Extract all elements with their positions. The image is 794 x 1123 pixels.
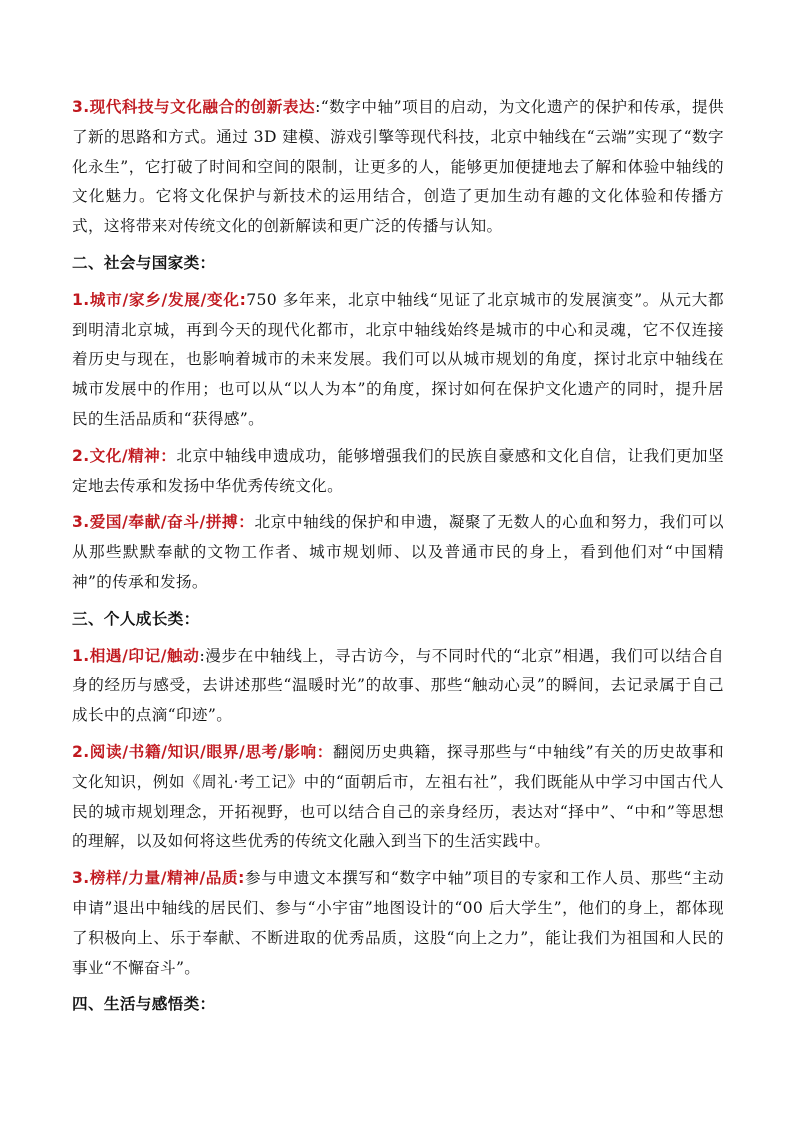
point-label: 1.城市/家乡/发展/变化:	[72, 290, 247, 309]
point-label: 3.爱国/奉献/奋斗/拼搏：	[72, 513, 255, 532]
paragraph-city	[72, 286, 724, 435]
point-body: 漫步在中轴线上，寻古访今，与不同时代的“北京”相遇，我们可以结合自身的经历与感受，去讲述那些“温暖时光”的故事、那些“触动心灵”的瞬间，去记录属于自己成长中的点滴“印迹”。	[72, 646, 725, 725]
section-heading-personal-growth: 三、个人成长类：	[72, 609, 200, 628]
paragraph-culture-spirit	[72, 442, 724, 502]
section-heading-society: 二、社会与国家类：	[72, 253, 216, 272]
point-body: 北京中轴线的保护和申遗，凝聚了无数人的心血和努力，我们可以从那些默默奉献的文物工作者、城市规划师、以及普通市民的身上，看到他们对“中国精神”的传承和发扬。	[72, 513, 725, 591]
point-label: 3.榜样/力量/精神/品质:	[72, 869, 245, 888]
paragraph-reading	[72, 738, 724, 857]
paragraph-patriotism	[72, 508, 724, 597]
point-body: 参与申遗文本撰写和“数字中轴”项目的专家和工作人员、那些“主动申请”退出中轴线的居民们、参与“小宇宙”地图设计的“00 后大学生”，他们的身上，都体现了积极向上、乐于奉献、不断进取的优秀品质，这股“向上之力”，能让我们为祖国和人民的事业“不懈奋斗”。	[72, 869, 724, 977]
point-separator: :	[315, 98, 321, 116]
paragraph-tech-culture	[72, 93, 724, 242]
point-body: 翻阅历史典籍，探寻那些与“中轴线”有关的历史故事和文化知识，例如《周礼·考工记》中的“面朝后市，左祖右社”，我们既能从中学习中国古代人民的城市规划理念，开拓视野，也可以结合自己的亲身经历，表达对“择中”、“中和”等思想的理解，以及如何将这些优秀的传统文化融入到当下的生活实践中。	[72, 742, 724, 851]
point-body: 750 多年来，北京中轴线“见证了北京城市的发展演变”。从元大都到明清北京城，再到今天的现代化都市，北京中轴线始终是城市的中心和灵魂，它不仅连接着历史与现在，也影响着城市的未来发展。我们可以从城市规划的角度，探讨北京中轴线在城市发展中的作用；也可以从“以人为本”的角度，探讨如何在保护文化遗产的同时，提升居民的生活品质和“获得感”。	[72, 290, 724, 428]
point-body: 北京中轴线申遗成功，能够增强我们的民族自豪感和文化自信，让我们更加坚定地去传承和发扬中华优秀传统文化。	[72, 446, 724, 495]
document-page	[72, 93, 724, 1027]
point-label: 3.现代科技与文化融合的创新表达	[72, 98, 316, 116]
section-heading-life: 四、生活与感悟类：	[72, 995, 216, 1014]
point-label: 2.阅读/书籍/知识/眼界/思考/影响：	[72, 742, 334, 761]
paragraph-encounter	[72, 642, 724, 731]
point-separator: :	[199, 646, 206, 665]
point-label: 1.相遇/印记/触动	[72, 646, 200, 665]
point-body: “数字中轴”项目的启动，为文化遗产的保护和传承，提供了新的思路和方式。通过 3D 建模、游戏引擎等现代科技，北京中轴线在“云端”实现了“数字化永生”，它打破了时间和空间的限制，让更多的人，能够更加便捷地去了解和体验中轴线的文化魅力。它将文化保护与新技术的运用结合，创造了更加生动有趣的文化体验和传播方式，这将带来对传统文化的创新解读和更广泛的传播与认知。	[72, 98, 725, 236]
paragraph-role-models	[72, 864, 724, 983]
point-label: 2.文化/精神：	[72, 446, 177, 465]
